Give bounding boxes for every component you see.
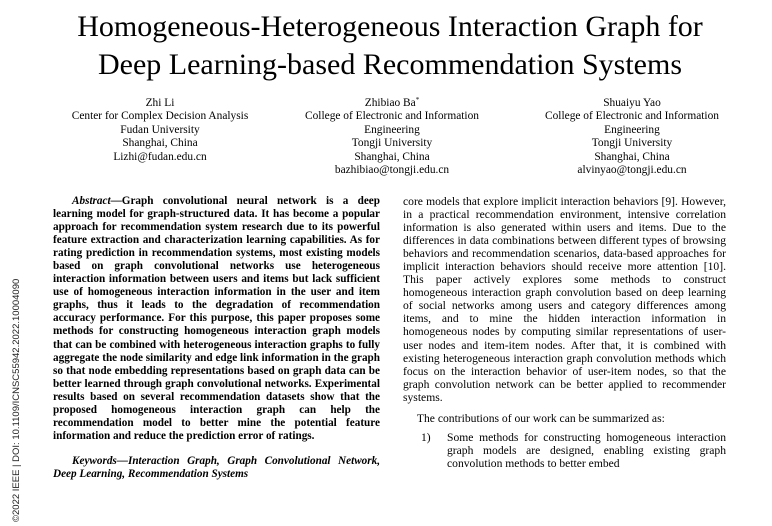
contributions-intro: The contributions of our work can be summarized as: <box>416 411 665 425</box>
abstract <box>53 195 380 443</box>
author-affiliation: College of Electronic and Information <box>305 110 479 123</box>
title-line-2: Deep Learning-based Recommendation Systems <box>97 48 682 81</box>
author-name: Shuaiyu Yao <box>603 97 661 109</box>
right-column <box>403 195 726 470</box>
author-block-1 <box>30 97 290 164</box>
contribution-text: Some methods for constructing homogeneous interaction graph models are designed, enabling existing graph convolution methods to better embed <box>447 430 726 470</box>
author-email: bazhibiao@tongji.edu.cn <box>334 164 450 177</box>
paper-title <box>30 8 750 84</box>
author-email: Lizhi@fudan.edu.cn <box>113 150 207 163</box>
author-institution: Tongji University <box>351 137 433 150</box>
author-name: Zhibiao Ba <box>364 97 416 109</box>
corresponding-author-mark: * <box>415 96 420 104</box>
contribution-number: 1) <box>421 430 431 444</box>
author-email: alvinyao@tongji.edu.cn <box>577 164 687 177</box>
left-column <box>53 195 380 481</box>
keywords: Keywords—Interaction Graph, Graph Convolutional Network, Deep Learning, Recommendation Systems <box>53 454 380 480</box>
author-affiliation-cont: Engineering <box>364 123 420 136</box>
author-affiliation: College of Electronic and Information <box>545 110 719 123</box>
author-affiliation-cont: Engineering <box>604 123 660 136</box>
copyright-doi-text: ©2022 IEEE | DOI: 10.1109/ICNSC55942.2022.10004090 <box>11 278 22 522</box>
author-location: Shanghai, China <box>594 150 670 163</box>
author-institution: Fudan University <box>120 123 200 136</box>
author-location: Shanghai, China <box>122 137 198 150</box>
author-institution: Tongji University <box>591 137 673 150</box>
abstract-label: Abstract <box>72 195 111 207</box>
author-name: Zhi Li <box>145 97 175 109</box>
author-block-3 <box>502 97 762 177</box>
copyright-doi-sidebar <box>0 0 22 526</box>
author-affiliation: Center for Complex Decision Analysis <box>71 110 249 123</box>
contribution-item <box>403 431 726 470</box>
author-block-2 <box>262 97 522 177</box>
intro-paragraph: core models that explore implicit interaction behaviors [9]. However, in a practical recommendation environment, intensive correlation information is also generated within users and items. Due to the differences in data combinations between different types of browsing behaviors and recommendation scenarios, data-based approaches for implicit interaction behaviors should receive more attention [10]. This paper actively explores some methods to construct homogeneous interaction graph convolution based on deep learning of social networks among users and category differences among items, and to mine the hidden interaction information in homogeneous nodes by computing similar representations of user-user nodes and item-item nodes. After that, it is combined with existing heterogeneous interaction graph convolution methods which focus on the interaction behavior of user-item nodes, so that the graph convolution network can be better applied to recommender systems. <box>403 195 726 404</box>
title-line-1: Homogeneous-Heterogeneous Interaction Graph for <box>77 10 703 43</box>
abstract-text: —Graph convolutional neural network is a deep learning model for graph-structured data. It has become a popular approach for recommendation system research due to its powerful feature extraction and characterization learning capabilities. As for rating prediction in recommendation systems, most existing models based on graph convolutional networks use heterogeneous interaction information between users and items but lack sufficient use of homogeneous interaction information in the user and item graphs, thus it leads to the degradation of recommendation accuracy performance. For this purpose, this paper proposes some methods for constructing homogeneous interaction graph models that can be combined with heterogeneous interaction graphs to fully aggregate the node similarity and edge link information in the graph so that node embedding representations based on graph data can be better learned through graph convolutional networks. Experimental results based on several recommendation datasets show that the proposed homogeneous interaction graph can help the recommendation model to better mine the potential feature information and reduce the prediction error of ratings. <box>53 195 380 442</box>
author-location: Shanghai, China <box>354 150 430 163</box>
